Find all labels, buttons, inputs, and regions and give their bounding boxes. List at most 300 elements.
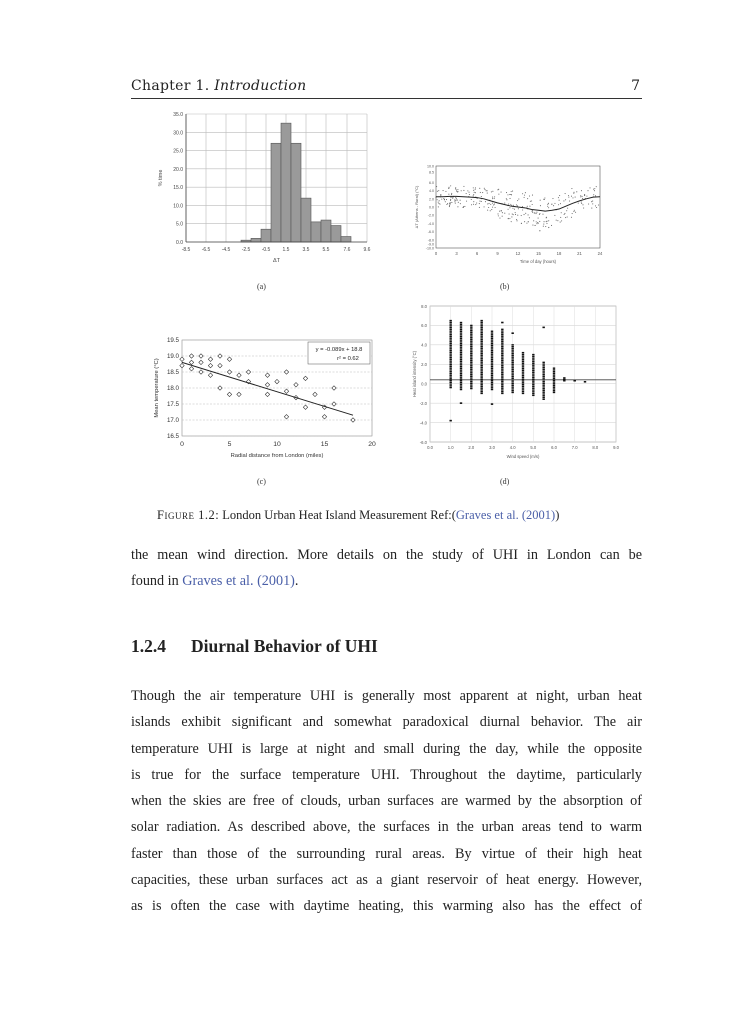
data-point	[491, 375, 493, 376]
data-point	[449, 346, 451, 347]
bar	[291, 143, 301, 242]
scatter-point	[560, 217, 561, 218]
data-point	[522, 384, 524, 385]
data-point	[522, 375, 524, 376]
r-squared-text: r² = 0.62	[337, 356, 359, 362]
data-point	[470, 367, 472, 368]
data-point	[501, 349, 503, 350]
data-point	[491, 359, 493, 360]
scatter-point	[596, 186, 597, 187]
y-tick-label: 10.0	[173, 203, 183, 210]
scatter-point	[508, 209, 509, 210]
scatter-point	[560, 222, 561, 223]
data-point	[501, 329, 503, 330]
data-point	[449, 332, 451, 333]
scatter-point	[544, 197, 545, 198]
data-point	[491, 343, 493, 344]
data-point	[491, 345, 493, 346]
data-point	[501, 374, 503, 375]
data-point	[449, 343, 451, 344]
scatter-point	[595, 205, 596, 206]
data-point	[532, 388, 534, 389]
data-point	[449, 357, 451, 358]
scatter-point	[582, 198, 583, 199]
data-point	[542, 369, 544, 370]
scatter-point	[509, 213, 510, 214]
data-point	[501, 389, 503, 390]
data-point	[491, 339, 493, 340]
data-point	[542, 370, 544, 371]
y-tick-label: 16.5	[166, 433, 179, 441]
data-point	[522, 380, 524, 381]
scatter-point	[512, 208, 513, 209]
x-tick-label: 0.0	[427, 445, 433, 450]
chart-c-radial-distance	[150, 332, 380, 467]
scatter-point	[565, 199, 566, 200]
data-point	[501, 346, 503, 347]
scatter-point	[532, 210, 533, 211]
scatter-point	[557, 220, 558, 221]
data-point	[460, 385, 462, 386]
data-point	[522, 354, 524, 355]
data-point	[532, 375, 534, 376]
bar	[311, 222, 321, 242]
chart-d-wind-speed	[408, 300, 620, 470]
x-tick-label: 7.0	[571, 445, 578, 450]
data-point	[480, 372, 482, 373]
data-point	[532, 379, 534, 380]
y-tick-label: 35.0	[173, 112, 183, 118]
data-point	[501, 375, 503, 376]
scatter-point	[548, 203, 549, 204]
data-point	[491, 336, 493, 337]
data-point	[491, 350, 493, 351]
scatter-point	[455, 188, 456, 189]
data-point	[501, 344, 503, 345]
y-tick-label: 2.0	[429, 197, 434, 202]
scatter-point	[533, 220, 534, 221]
data-point	[542, 393, 544, 394]
data-point	[480, 348, 482, 349]
scatter-point	[572, 197, 573, 198]
scatter-point	[492, 207, 493, 208]
x-tick-label: 4.0	[509, 445, 516, 450]
scatter-point	[591, 208, 592, 209]
data-point	[460, 322, 462, 323]
x-tick-label: 9.0	[613, 445, 619, 450]
outlier-point	[542, 327, 544, 329]
scatter-point	[543, 199, 544, 200]
text-line: is true for the surface temperature UHI. Throughout the daytime, particularly	[131, 766, 642, 783]
y-tick-label: 25.0	[173, 148, 183, 155]
data-point	[449, 360, 451, 361]
caption-close: )	[555, 508, 560, 522]
data-point	[480, 374, 482, 375]
data-point	[573, 380, 575, 381]
scatter-point	[544, 221, 545, 222]
scatter-point	[491, 191, 492, 192]
x-tick-label: 9	[496, 251, 499, 256]
scatter-point	[479, 188, 480, 189]
data-point	[553, 373, 555, 374]
data-point	[511, 346, 513, 347]
data-point	[553, 380, 555, 381]
data-point	[522, 368, 524, 369]
data-point	[460, 331, 462, 332]
scatter-point	[461, 190, 462, 191]
data-point	[470, 339, 472, 340]
x-tick-label: 15	[536, 251, 541, 256]
data-point	[460, 332, 462, 333]
data-point	[449, 364, 451, 365]
scatter-point	[475, 192, 476, 193]
scatter-point	[501, 210, 502, 211]
scatter-point	[571, 217, 572, 218]
data-point	[449, 330, 451, 331]
section-number: 1.2.4	[131, 636, 166, 656]
scatter-point	[498, 215, 499, 216]
scatter-point	[592, 203, 593, 204]
scatter-point	[554, 203, 555, 204]
data-point	[480, 353, 482, 354]
scatter-point	[468, 192, 469, 193]
subfigure-label-a: (a)	[257, 282, 266, 291]
scatter-point	[439, 200, 440, 201]
data-point	[480, 360, 482, 361]
data-point	[511, 351, 513, 352]
data-point	[460, 369, 462, 370]
data-point	[501, 386, 503, 387]
data-point	[511, 358, 513, 359]
data-point	[491, 384, 493, 385]
scatter-point	[553, 205, 554, 206]
scatter-point	[560, 203, 561, 204]
scatter-point	[574, 210, 575, 211]
scatter-point	[527, 206, 528, 207]
scatter-point	[502, 212, 503, 213]
scatter-point	[576, 191, 577, 192]
x-tick-label: 3.0	[489, 445, 495, 450]
text-line: solar radiation. As described above, the surfaces in the urban areas tend to warm	[131, 819, 642, 836]
scatter-point	[467, 190, 468, 191]
data-point	[460, 387, 462, 388]
scatter-point	[460, 200, 461, 201]
scatter-point	[484, 189, 485, 190]
text-line: Though the air temperature UHI is generally most apparent at night, urban heat	[131, 688, 642, 704]
data-point	[491, 362, 493, 363]
scatter-point	[540, 200, 541, 201]
data-point	[522, 370, 524, 371]
data-point	[532, 365, 534, 366]
scatter-point	[479, 201, 480, 202]
data-point	[532, 354, 534, 355]
y-tick-label: 17.5	[166, 401, 179, 409]
y-axis-label: Mean temperature (°C)	[154, 358, 160, 418]
y-tick-label: 0.0	[421, 381, 427, 387]
x-axis-label: Time of day (hours)	[519, 259, 557, 264]
scatter-point	[575, 212, 576, 213]
data-point	[491, 385, 493, 386]
data-point	[501, 334, 503, 335]
scatter-point	[546, 221, 547, 222]
data-point	[553, 392, 555, 393]
data-point	[449, 366, 451, 367]
scatter-point	[563, 200, 564, 201]
data-point	[511, 372, 513, 373]
scatter-point	[439, 204, 440, 205]
bar	[321, 220, 331, 242]
scatter-point	[492, 203, 493, 204]
data-point	[522, 357, 524, 358]
data-point	[470, 383, 472, 384]
data-point	[449, 322, 451, 323]
data-point	[480, 329, 482, 330]
data-point	[501, 348, 503, 349]
data-point	[449, 323, 451, 324]
data-point	[501, 353, 503, 354]
data-point	[501, 368, 503, 369]
scatter-point	[565, 193, 566, 194]
caption-label: Figure 1.2:	[157, 508, 220, 522]
data-point	[460, 384, 462, 385]
scatter-point	[530, 201, 531, 202]
data-point	[470, 333, 472, 334]
scatter-point	[474, 192, 475, 193]
scatter-point	[457, 191, 458, 192]
scatter-point	[593, 189, 594, 190]
data-point	[511, 365, 513, 366]
x-tick-label: 1.0	[447, 445, 454, 450]
outlier-point	[534, 225, 535, 226]
data-point	[511, 378, 513, 379]
data-point	[480, 332, 482, 333]
data-point	[522, 379, 524, 380]
scatter-point	[586, 196, 587, 197]
section-title: Diurnal Behavior of UHI	[191, 636, 378, 656]
data-point	[470, 381, 472, 382]
paragraph-1	[131, 542, 642, 595]
scatter-point	[517, 215, 518, 216]
scatter-point	[581, 203, 582, 204]
scatter-point	[454, 201, 455, 202]
data-point	[480, 320, 482, 321]
data-point	[449, 385, 451, 386]
x-tick-label: 21	[577, 251, 582, 256]
scatter-point	[466, 201, 467, 202]
x-tick-label: 18	[556, 251, 562, 256]
data-point	[511, 344, 513, 345]
data-point	[511, 369, 513, 370]
x-tick-label: -6.5	[201, 247, 211, 253]
data-point	[491, 382, 493, 383]
data-point	[542, 367, 544, 368]
data-point	[460, 368, 462, 369]
data-point	[470, 365, 472, 366]
scatter-point	[517, 205, 518, 206]
scatter-point	[479, 207, 480, 208]
data-point	[470, 369, 472, 370]
scatter-point	[546, 217, 547, 218]
scatter-point	[487, 190, 488, 191]
data-point	[460, 375, 462, 376]
scatter-point	[437, 191, 438, 192]
y-tick-label: -8.0	[427, 238, 434, 243]
scatter-point	[500, 192, 501, 193]
scatter-point	[567, 208, 568, 209]
scatter-point	[567, 216, 568, 217]
scatter-point	[573, 211, 574, 212]
scatter-point	[551, 225, 552, 226]
scatter-point	[543, 224, 544, 225]
scatter-point	[463, 190, 464, 191]
scatter-point	[581, 202, 582, 203]
scatter-point	[455, 200, 456, 201]
scatter-point	[512, 191, 513, 192]
data-point	[511, 388, 513, 389]
data-point	[491, 371, 493, 372]
data-point	[460, 347, 462, 348]
scatter-point	[499, 211, 500, 212]
y-tick-label: 0.0	[429, 205, 434, 210]
text-line: as is often the case with daytime heating, this warming also has the effect of	[131, 898, 642, 915]
data-point	[460, 338, 462, 339]
x-axis-label: Wind speed (m/s)	[506, 454, 540, 459]
y-tick-label: -4.0	[427, 221, 434, 226]
data-point	[460, 327, 462, 328]
text-line: islands exhibit significant and somewhat paradoxical diurnal behavior. The air	[131, 714, 642, 731]
data-point	[501, 381, 503, 382]
data-point	[480, 375, 482, 376]
data-point	[511, 356, 513, 357]
scatter-point	[591, 201, 592, 202]
subfigure-label-c: (c)	[257, 477, 266, 486]
data-point	[470, 362, 472, 363]
data-point	[522, 371, 524, 372]
scatter-point	[446, 204, 447, 205]
scatter-point	[438, 202, 439, 203]
data-point	[542, 379, 544, 380]
scatter-point	[484, 188, 485, 189]
text-line: faster than those of the surrounding rural areas. By virtue of their high heat	[131, 845, 642, 862]
data-point	[501, 363, 503, 364]
data-point	[449, 362, 451, 363]
scatter-point	[516, 219, 517, 220]
data-point	[480, 358, 482, 359]
data-point	[460, 336, 462, 337]
scatter-point	[511, 191, 512, 192]
scatter-point	[463, 186, 464, 187]
scatter-point	[522, 193, 523, 194]
y-tick-label: 2.0	[421, 362, 427, 368]
data-point	[460, 357, 462, 358]
caption-citation-link[interactable]: Graves et al. (2001)	[455, 508, 556, 522]
scatter-point	[525, 192, 526, 193]
data-point	[522, 389, 524, 390]
data-point	[480, 346, 482, 347]
scatter-point	[515, 212, 516, 213]
data-point	[449, 341, 451, 342]
scatter-point	[450, 199, 451, 200]
data-point	[470, 351, 472, 352]
scatter-point	[488, 207, 489, 208]
data-point	[542, 374, 544, 375]
data-point	[460, 341, 462, 342]
outlier-point	[501, 322, 503, 324]
data-point	[511, 379, 513, 380]
data-point	[522, 352, 524, 353]
data-point	[470, 360, 472, 361]
data-point	[501, 384, 503, 385]
data-point	[449, 339, 451, 340]
scatter-point	[517, 200, 518, 201]
bar	[271, 143, 281, 242]
data-point	[553, 371, 555, 372]
data-point	[532, 377, 534, 378]
scatter-point	[445, 191, 446, 192]
x-tick-label: 2.0	[468, 445, 475, 450]
scatter-point	[531, 200, 532, 201]
data-point	[449, 334, 451, 335]
data-point	[501, 341, 503, 342]
data-point	[470, 384, 472, 385]
data-point	[553, 376, 555, 377]
data-point	[491, 373, 493, 374]
data-point	[470, 388, 472, 389]
data-point	[480, 356, 482, 357]
data-point	[470, 376, 472, 377]
data-point	[460, 324, 462, 325]
data-point	[553, 369, 555, 370]
scatter-point	[492, 197, 493, 198]
y-tick-label: 0.0	[176, 240, 183, 246]
data-point	[501, 336, 503, 337]
data-point	[460, 373, 462, 374]
data-point	[480, 330, 482, 331]
scatter-point	[542, 214, 543, 215]
data-point	[470, 330, 472, 331]
x-axis-label: ΔT	[272, 258, 281, 264]
scatter-point	[592, 200, 593, 201]
scatter-point	[536, 223, 537, 224]
data-point	[480, 339, 482, 340]
scatter-point	[509, 218, 510, 219]
scatter-point	[451, 194, 452, 195]
data-point	[480, 393, 482, 394]
data-point	[460, 366, 462, 367]
data-point	[542, 363, 544, 364]
scatter-point	[480, 192, 481, 193]
scatter-point	[504, 213, 505, 214]
citation-link[interactable]: Graves et al. (2001)	[182, 573, 295, 590]
data-point	[449, 320, 451, 321]
scatter-point	[492, 198, 493, 199]
scatter-point	[485, 201, 486, 202]
x-tick-label: 12	[515, 251, 521, 256]
data-point	[480, 365, 482, 366]
data-point	[470, 342, 472, 343]
data-point	[511, 362, 513, 363]
data-point	[480, 389, 482, 390]
scatter-point	[436, 186, 437, 187]
data-point	[449, 367, 451, 368]
data-point	[532, 363, 534, 364]
equation-text: y = -0.089x + 18.8	[315, 347, 363, 353]
scatter-point	[450, 197, 451, 198]
data-point	[501, 332, 503, 333]
data-point	[542, 372, 544, 373]
scatter-point	[460, 203, 461, 204]
data-point	[532, 361, 534, 362]
